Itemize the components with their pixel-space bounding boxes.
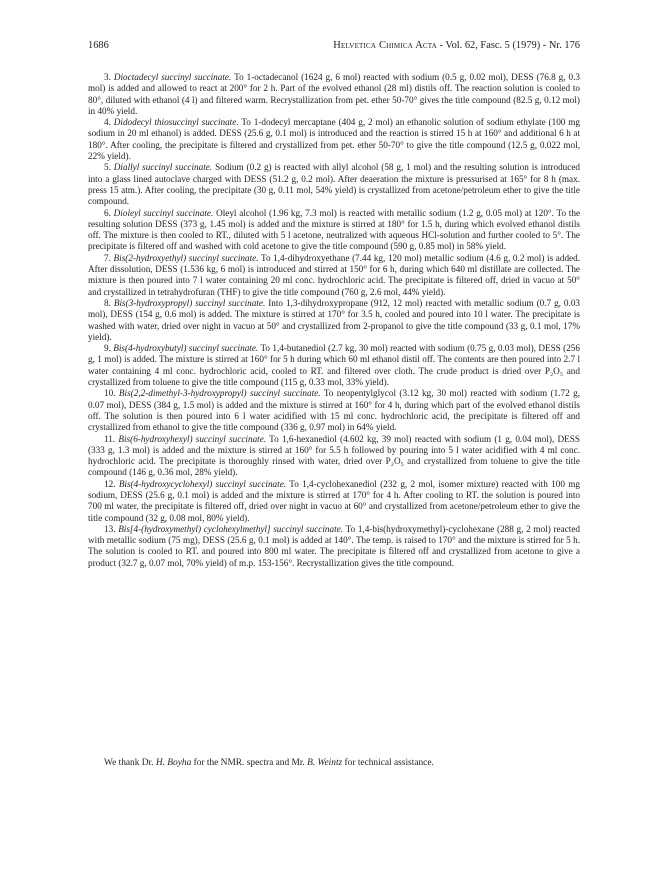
procedure-9 [88, 343, 580, 388]
procedure-title: Diallyl succinyl succinate. [113, 162, 213, 173]
procedure-number: 4. [104, 117, 111, 128]
procedure-number: 10. [104, 388, 116, 399]
procedure-number: 9. [104, 343, 111, 354]
procedure-7 [88, 253, 580, 298]
procedure-text: To 1-dodecyl mercaptane (404 g, 2 mol) an ethanolic solution of sodium ethylate (100 mg sodium in 20 ml ethanol) is added. DESS (25.6 g, 0.1 mol) is introduced and the reaction is stirred 15 h at 160° and additional 6 h at 180°. After cooling, the precipitate is filtered and crystallized from pet. ether 50-70° to give the title compound (12.5 g, 0.022 mol, 22% yield). [88, 117, 580, 162]
procedure-title: Bis(3-hydroxypropyl) succinyl succinate. [113, 297, 266, 308]
procedure-number: 6. [104, 207, 111, 218]
procedure-title: Dioctadecyl succinyl succinate. [113, 72, 232, 82]
experimental-section [88, 72, 580, 569]
journal-name: Helvetica Chimica Acta [333, 40, 437, 51]
procedure-text: Sodium (0.2 g) is reacted with allyl alcohol (58 g, 1 mol) and the resulting solution is introduced into a glass lined autoclave charged with DESS (51.2 g, 0.2 mol). After deaeration the mixture is pressurised at 165° for 8 h (max. press 15 atm.). After cooling, the precipitate (30 g, 0.11 mol, 54% yield) is crystallized from acetone/petroleum ether to give the title compound. [88, 162, 581, 207]
ack-name: B. Weintz [307, 758, 343, 769]
ack-text: for the NMR. spectra and Mr. [191, 758, 308, 769]
procedure-number: 3. [104, 72, 111, 82]
procedure-title: Bis(4-hydroxybutyl) succinyl succinate. [113, 343, 259, 354]
procedure-text: To neopentylglycol (3.12 kg, 30 mol) reacted with sodium (1.72 g, 0.07 mol), DESS (384 g, 1.5 mol) is added and the mixture is stirred at 160° for 4 h, during which part of the evolved ethanol distils off. The solution is then poured into 6 l water acidified with 15 ml conc. hydrochloric acid, the precipitate is filtered off and crystallized from ethanol to give the title compound (336 g, 0.97 mol) in 64% yield. [88, 388, 580, 433]
procedure-13 [88, 524, 580, 569]
journal-details: - Vol. 62, Fasc. 5 (1979) - Nr. 176 [436, 40, 580, 51]
procedure-title: Bis(2-hydroxyethyl) succinyl succinate. [113, 252, 259, 263]
procedure-12 [88, 479, 580, 524]
procedure-6 [88, 208, 580, 253]
procedure-title: Bis(6-hydroxyhexyl) succinyl succinate. [118, 433, 267, 444]
procedure-title: Bis(4-hydroxycyclohexyl) succinyl succinate. [118, 478, 287, 489]
procedure-text: To 1,6-hexanediol (4.602 kg, 39 mol) reacted with sodium (1 g, 0.04 mol), DESS (333 g, 1.3 mol) is added and the mixture is stirred at 160° for 5.5 h followed by pouring into 5 l water acidified with 4 ml conc. hydrochloric acid. The precipitate is thoroughly rinsed with water, dried over P₂O₅ and crystallized from toluene to give the title compound (146 g, 0.36 mol, 28% yield). [88, 433, 580, 478]
procedure-4 [88, 117, 580, 162]
procedure-text: To 1,4-cyclohexanediol (232 g, 2 mol, isomer mixture) reacted with 100 mg sodium, DESS (25.6 g, 0.1 mol) is added and the mixture is stirred at 170° for 4 h. After cooling to RT. the solution is poured into 700 ml water, the precipitate is filtered off, dried over night in vacuo at 60° and crystallized from acetone/petroleum ether to give the title compound (32 g, 0.08 mol, 80% yield). [88, 478, 580, 523]
ack-text: We thank Dr. [104, 758, 156, 769]
procedure-8 [88, 298, 580, 343]
procedure-number: 8. [104, 297, 111, 308]
procedure-title: Dioleyl succinyl succinate. [113, 207, 214, 218]
page-number: 1686 [88, 40, 109, 51]
procedure-3 [88, 72, 580, 117]
procedure-text: To 1,4-bis(hydroxymethyl)-cyclohexane (288 g, 2 mol) reacted with metallic sodium (75 mg), DESS (25.6 g, 0.1 mol) is added at 140°. The temp. is raised to 170° and the mixture is stirred for 5 h. The solution is cooled to RT. and poured into 800 ml water. The precipitate is filtered off and crystallized from acetone to give a product (32.7 g, 0.07 mol, 70% yield) of m.p. 153-156°. Recrystallization gives the title compound. [88, 523, 580, 568]
journal-header [333, 40, 580, 51]
procedure-number: 13. [104, 523, 116, 534]
procedure-text: To 1,4-butanediol (2.7 kg, 30 mol) reacted with sodium (0.75 g, 0.03 mol), DESS (256 g, 1 mol) is added. The mixture is stirred at 160° for 5 h during which 60 ml ethanol distil off. The contents are then poured into 2.7 l water containing 4 ml conc. hydrochloric acid, cooled to RT. and filtered over cloth. The crude product is dried over P₂O₅ and crystallized from toluene to give the title compound (115 g, 0.33 mol, 33% yield). [88, 343, 580, 388]
procedure-text: Into 1,3-dihydroxypropane (912, 12 mol) reacted with metallic sodium (0.7 g, 0.03 mol), DESS (154 g, 0.6 mol) is added. The mixture is stirred at 170° for 3.5 h, cooled and poured into 10 l water. The precipitate is washed with water, dried over night in vacuo at 50° and crystallized from 2-propanol to give the title compound (33 g, 0.1 mol, 17% yield). [88, 297, 581, 342]
ack-text: for technical assistance. [342, 758, 434, 769]
procedure-text: Oleyl alcohol (1.96 kg, 7.3 mol) is reacted with metallic sodium (1.2 g, 0.05 mol) at 120°. To the resulting solution DESS (373 g, 1.45 mol) is added and the mixture is stirred at 180° for 1.5 h, during which evolved ethanol distils off. The mixture is then cooled to RT., diluted with 5 l acetone, neutralized with aqueous HCl-solution and further cooled to 5°. The precipitate is filtered off and washed with cold acetone to give the title compound (590 g, 0.85 mol) in 58% yield. [88, 207, 581, 252]
procedure-number: 12. [104, 478, 116, 489]
procedure-number: 5. [104, 162, 111, 173]
running-header [88, 40, 580, 54]
procedure-11 [88, 434, 580, 479]
procedure-number: 11. [104, 433, 116, 444]
procedure-title: Didodecyl thiosuccinyl succinate. [113, 117, 239, 128]
procedure-text: To 1,4-dihydroxyethane (7.44 kg, 120 mol) metallic sodium (4.6 g, 0.2 mol) is added. After dissolution, DESS (1.536 kg, 6 mol) is introduced and stirred at 150° for 6 h, during which 640 ml distillate are collected. The mixture is then poured into 7 l water containing 20 ml conc. hydrochloric acid. The precipitate is filtered off, dried in vacuo at 50° and crystallized in tetrahydrofuran (THF) to give the title compound (760 g, 2.6 mol, 44% yield). [88, 252, 581, 297]
procedure-text: To 1-octadecanol (1624 g, 6 mol) reacted with sodium (0.5 g, 0.02 mol), DESS (76.8 g, 0.3 mol) is added and allowed to react at 200° for 2 h. Part of the evolved ethanol (28 ml) distils off. The reaction solution is cooled to 80°, diluted with ethanol (4 l) and filtered warm. Recrystallization from pet. ether 50-70° gives the title compound (82.5 g, 0.12 mol) in 40% yield. [88, 72, 580, 116]
procedure-title: Bis(2,2-dimethyl-3-hydroxypropyl) succinyl succinate. [118, 388, 321, 399]
procedure-title: Bis[4-(hydroxymethyl) cyclohexylmethyl] succinyl succinate. [118, 523, 344, 534]
procedure-number: 7. [104, 252, 111, 263]
ack-name: H. Boyha [155, 758, 192, 769]
acknowledgement [88, 757, 580, 769]
procedure-5 [88, 162, 580, 207]
procedure-10 [88, 388, 580, 433]
